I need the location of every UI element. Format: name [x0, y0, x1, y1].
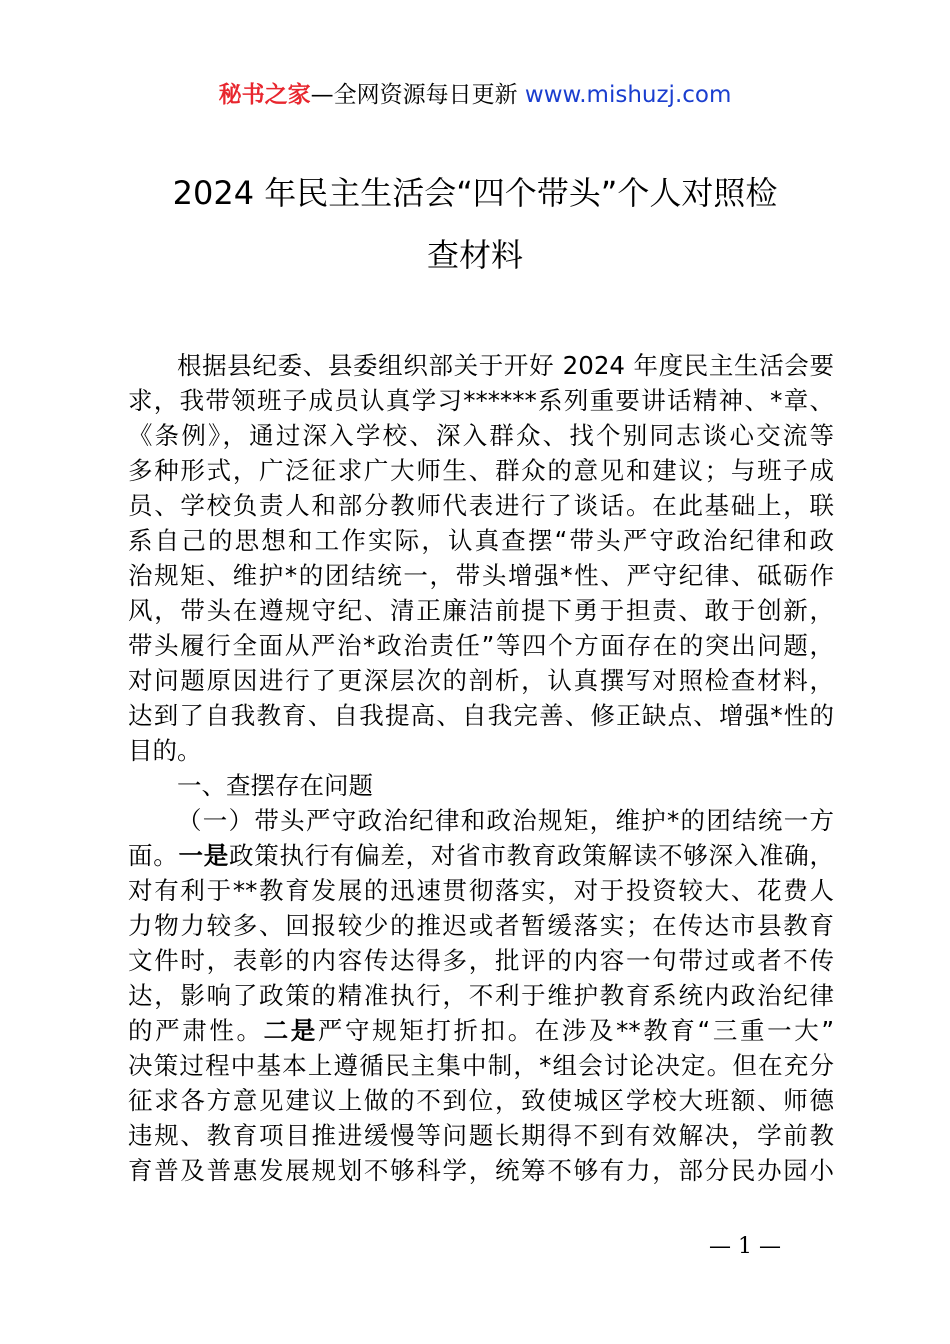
site-header	[0, 78, 950, 112]
paragraph-line: 征求各方意见建议上做的不到位，致使城区学校大班额、师德	[128, 1086, 834, 1115]
subsection-heading: （一）带头严守政治纪律和政治规矩，维护*的团结统一方	[177, 806, 834, 835]
paragraph-line: 达，影响了政策的精准执行，不利于维护教育系统内政治纪律	[128, 981, 834, 1010]
point-text: 严守规矩打折扣。在涉及**教育“三重一大”	[317, 1016, 834, 1045]
document-body	[128, 348, 834, 1188]
paragraph-line	[128, 838, 834, 873]
paragraph-line: 力物力较多、回报较少的推迟或者暂缓落实；在传达市县教育	[128, 911, 834, 940]
paragraph-line: 文件时，表彰的内容传达得多，批评的内容一句带过或者不传	[128, 946, 834, 975]
paragraph-line: 治规矩、维护*的团结统一，带头增强*性、严守纪律、砥砺作	[128, 561, 834, 590]
paragraph-line: 员、学校负责人和部分教师代表进行了谈话。在此基础上，联	[128, 491, 834, 520]
paragraph-line: 对问题原因进行了更深层次的剖析，认真撰写对照检查材料，	[128, 666, 834, 695]
site-url[interactable]: www.mishuzj.com	[524, 82, 732, 108]
paragraph-line: 《条例》，通过深入学校、深入群众、找个别同志谈心交流等	[128, 421, 834, 450]
paragraph-line: 达到了自我教育、自我提高、自我完善、修正缺点、增强*性的	[128, 701, 834, 730]
site-brand: 秘书之家	[218, 82, 311, 108]
paragraph-line	[128, 1013, 834, 1048]
page-number: — 1 —	[709, 1234, 781, 1259]
document-title-line-1: 2024 年民主生活会“四个带头”个人对照检	[172, 174, 778, 212]
section-heading: 一、查摆存在问题	[177, 771, 373, 800]
paragraph-line: 育普及普惠发展规划不够科学，统筹不够有力，部分民办园小	[128, 1156, 834, 1185]
document-title	[110, 162, 840, 286]
point-marker-two: 二是	[263, 1016, 318, 1045]
point-marker-one: 一是	[178, 841, 229, 870]
paragraph-line: 根据县纪委、县委组织部关于开好 2024 年度民主生活会要	[177, 351, 834, 380]
site-tagline: —全网资源每日更新	[310, 82, 525, 108]
paragraph-line: 求，我带领班子成员认真学习******系列重要讲话精神、*章、	[128, 386, 834, 415]
paragraph-line: 系自己的思想和工作实际，认真查摆“带头严守政治纪律和政	[128, 526, 834, 555]
paragraph-line: 目的。	[128, 736, 202, 765]
paragraph-line: 对有利于**教育发展的迅速贯彻落实，对于投资较大、花费人	[128, 876, 834, 905]
paragraph-line: 带头履行全面从严治*政治责任”等四个方面存在的突出问题，	[128, 631, 834, 660]
point-text: 的严肃性。	[128, 1016, 264, 1045]
subsection-heading-end: 面。	[128, 841, 179, 870]
paragraph-line: 违规、教育项目推进缓慢等问题长期得不到有效解决，学前教	[128, 1121, 834, 1150]
point-text: 政策执行有偏差，对省市教育政策解读不够深入准确，	[228, 841, 834, 870]
paragraph-line: 风，带头在遵规守纪、清正廉洁前提下勇于担责、敢于创新，	[128, 596, 834, 625]
paragraph-line: 多种形式，广泛征求广大师生、群众的意见和建议；与班子成	[128, 456, 834, 485]
document-title-line-2: 查材料	[426, 236, 523, 274]
paragraph-line: 决策过程中基本上遵循民主集中制，*组会讨论决定。但在充分	[128, 1051, 834, 1080]
